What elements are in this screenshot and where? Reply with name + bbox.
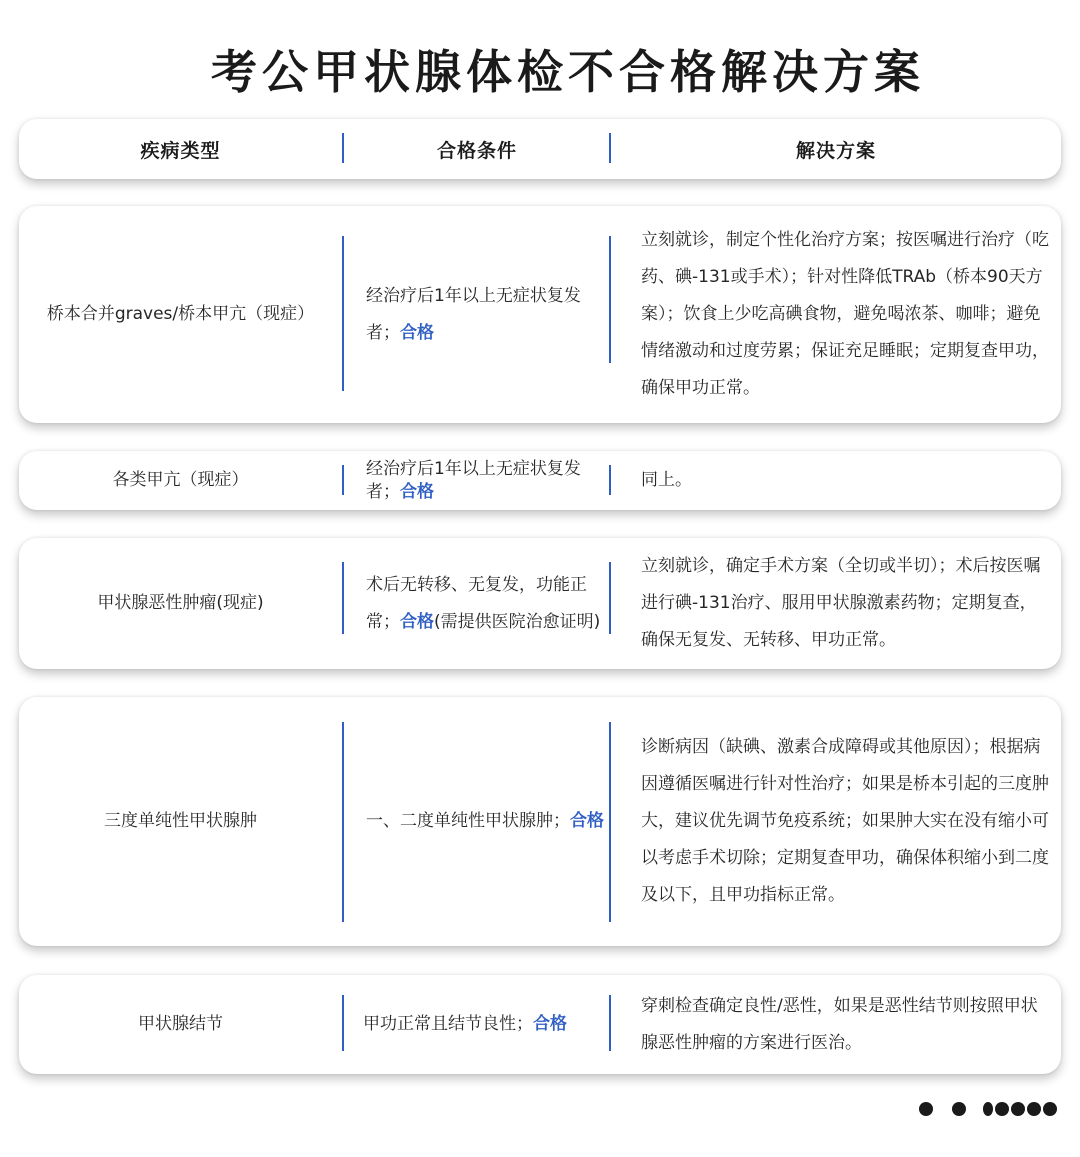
qualified-badge: 合格 [400,611,434,632]
disease-type: 甲状腺恶性肿瘤(现症) [97,593,264,613]
dot-icon [1011,1102,1025,1116]
qualified-badge: 合格 [400,322,434,343]
disease-type: 甲状腺结节 [138,1014,223,1034]
dot-icon [983,1102,993,1116]
disease-type: 桥本合并graves/桥本甲亢（现症） [46,304,315,324]
table-row [19,975,1061,1074]
table-row [19,697,1061,946]
qualification-condition: 一、二度单纯性甲状腺肿；合格 [366,811,604,831]
solution-text: 诊断病因（缺碘、激素合成障碍或其他原因）；根据病因遵循医嘱进行针对性治疗；如果是桥本引起的三度肿大，建议优先调节免疫系统；如果肿大实在没有缩小可以考虑手术切除；定期复查甲功，确保体积缩小到二度及以下，且甲功指标正常。 [641,737,1049,905]
qualification-condition: 术后无转移、无复发，功能正常；合格(需提供医院治愈证明) [366,574,601,632]
qualification-condition: 经治疗后1年以上无症状复发者；合格 [366,458,581,502]
header-disease-type: 疾病类型 [140,139,221,162]
page-title: 考公甲状腺体检不合格解决方案 [211,45,925,99]
table-header [19,119,1061,179]
solution-text: 立刻就诊，确定手术方案（全切或半切）；术后按医嘱进行碘-131治疗、服用甲状腺激素药物；定期复查，确保无复发、无转移、甲功正常。 [641,556,1041,650]
header-condition: 合格条件 [436,139,517,162]
solution-text: 穿刺检查确定良性/恶性，如果是恶性结节则按照甲状腺恶性肿瘤的方案进行医治。 [641,995,1038,1053]
table-row [19,206,1061,423]
disease-type: 各类甲亢（现症） [112,470,249,490]
table-row [19,451,1061,510]
dot-icon [952,1102,966,1116]
header-solution: 解决方案 [795,139,876,162]
qualified-badge: 合格 [400,481,434,502]
dot-icon [1043,1102,1057,1116]
qualification-condition: 甲功正常且结节良性；合格 [363,1014,567,1034]
solution-text: 同上。 [641,470,692,490]
qualified-badge: 合格 [533,1014,567,1034]
table-row [19,538,1061,669]
qualification-condition: 经治疗后1年以上无症状复发者；合格 [366,285,581,343]
qualified-badge: 合格 [570,811,604,831]
decorative-dots [915,1099,1065,1119]
disease-type: 三度单纯性甲状腺肿 [104,811,257,831]
dot-icon [995,1102,1009,1116]
dot-icon [1027,1102,1041,1116]
dot-icon [919,1102,933,1116]
solution-text: 立刻就诊，制定个性化治疗方案；按医嘱进行治疗（吃药、碘-131或手术）；针对性降低TRAb（桥本90天方案）；饮食上少吃高碘食物，避免喝浓茶、咖啡；避免情绪激动和过度劳累；保证充足睡眠；定期复查甲功，确保甲功正常。 [641,230,1049,398]
